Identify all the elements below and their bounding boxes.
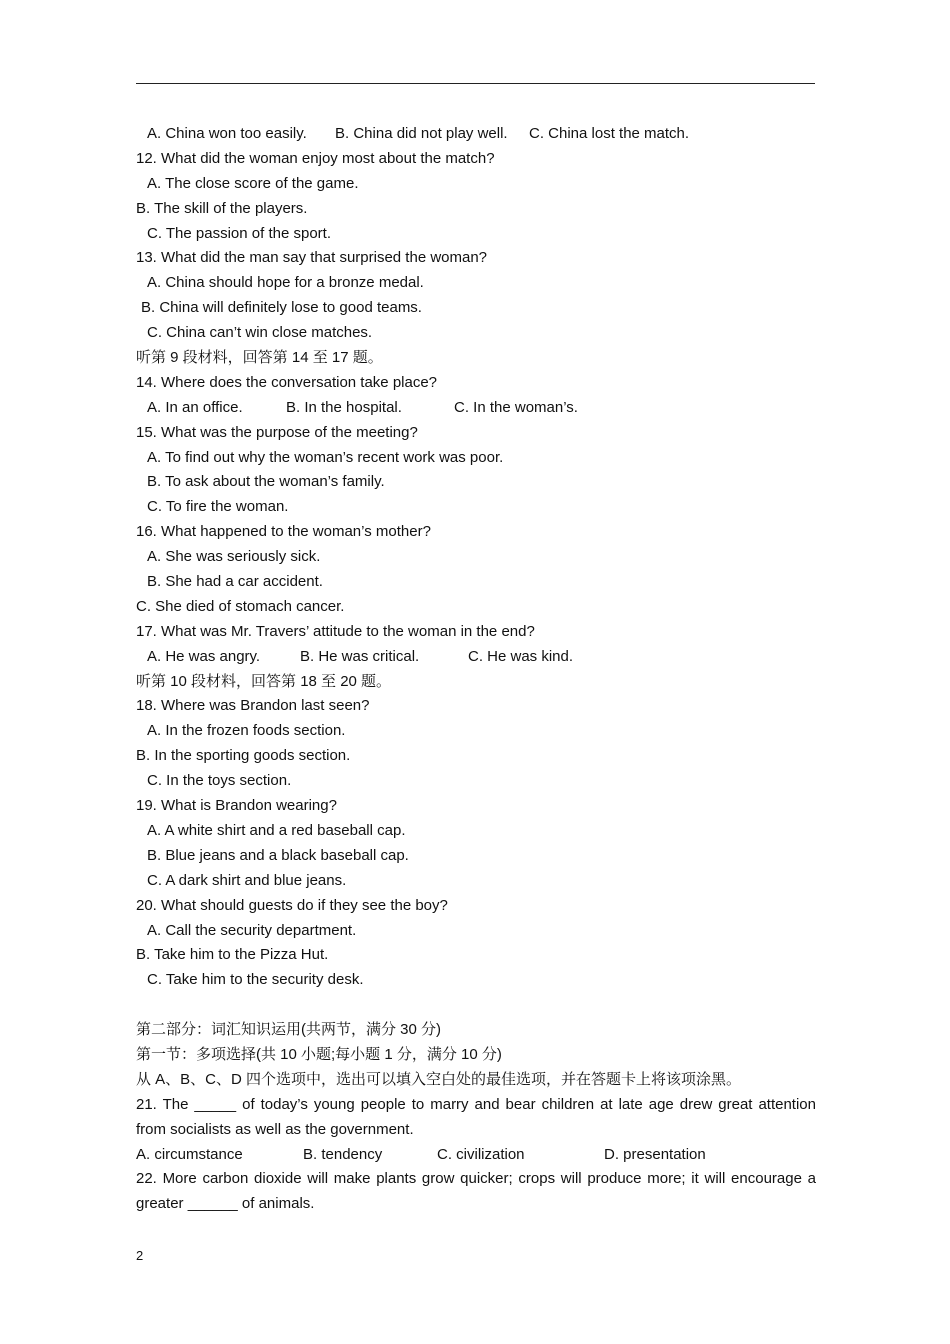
section-9-heading: 听第 9 段材料，回答第 14 至 17 题。 [136,349,383,367]
q14-options [136,396,816,421]
q16-option-a: A. She was seriously sick. [147,548,321,566]
page-number: 2 [136,1248,144,1263]
q11-option-c: C. China lost the match. [529,125,690,142]
q15-option-b: B. To ask about the woman’s family. [147,473,385,491]
q14-option-c: C. In the woman’s. [454,398,578,416]
q15-option-a: A. To find out why the woman’s recent work was poor. [147,448,504,466]
q21-options [136,1143,816,1168]
q13-option-b: B. China will definitely lose to good teams. [141,299,422,317]
q21-option-a: A. circumstance [136,1145,243,1163]
q21-option-b: B. tendency [303,1145,383,1163]
q20-option-a: A. Call the security department. [147,921,357,939]
q22-question: 22. More carbon dioxide will make plants grow quicker; crops will produce more; it will encourage a greater ______ of animals. [136,1170,816,1213]
q21-option-c: C. civilization [437,1145,525,1163]
q13-option-c: C. China can’t win close matches. [147,324,373,342]
q17-option-c: C. He was kind. [468,647,574,665]
section-10-heading: 听第 10 段材料，回答第 18 至 20 题。 [136,672,392,690]
q19-question: 19. What is Brandon wearing? [136,797,337,815]
q15-question: 15. What was the purpose of the meeting? [136,423,418,441]
header-rule [136,83,815,84]
q17-options [136,645,816,670]
spacer [136,993,816,1018]
q21-option-d: D. presentation [604,1145,706,1163]
q11-options [136,122,816,147]
q19-option-b: B. Blue jeans and a black baseball cap. [147,846,409,864]
part-2-title: 第二部分：词汇知识运用(共两节，满分 30 分) [136,1021,442,1039]
q14-option-a: A. In an office. [147,398,243,416]
q18-option-b: B. In the sporting goods section. [136,747,351,765]
q19-option-a: A. A white shirt and a red baseball cap. [147,821,406,839]
q12-question: 12. What did the woman enjoy most about the match? [136,149,495,167]
q11-option-a: A. China won too easily. [147,125,307,142]
q11-option-b: B. China did not play well. [335,125,508,142]
q16-option-c: C. She died of stomach cancer. [136,597,345,615]
q18-option-c: C. In the toys section. [147,772,292,790]
q18-option-a: A. In the frozen foods section. [147,722,346,740]
q13-question: 13. What did the man say that surprised the woman? [136,249,488,267]
q14-option-b: B. In the hospital. [286,398,402,416]
q20-option-c: C. Take him to the security desk. [147,971,364,989]
q17-option-a: A. He was angry. [147,647,261,665]
part-2-section-1: 第一节：多项选择(共 10 小题;每小题 1 分，满分 10 分) [136,1045,502,1063]
part-2-instruction: 从 A、B、C、D 四个选项中，选出可以填入空白处的最佳选项，并在答题卡上将该项涂黑。 [136,1070,742,1088]
q15-option-c: C. To fire the woman. [147,498,289,516]
q17-question: 17. What was Mr. Travers’ attitude to the woman in the end? [136,622,535,640]
q20-option-b: B. Take him to the Pizza Hut. [136,946,329,964]
q13-option-a: A. China should hope for a bronze medal. [147,274,424,292]
q12-option-c: C. The passion of the sport. [147,224,331,242]
q16-option-b: B. She had a car accident. [147,573,323,591]
q12-option-a: A. The close score of the game. [147,174,359,192]
q20-question: 20. What should guests do if they see the boy? [136,896,448,914]
q21-question: 21. The _____ of today’s young people to marry and bear children at late age drew great attention from socialists as well as the government. [136,1095,816,1138]
q14-question: 14. Where does the conversation take place? [136,373,438,391]
q19-option-c: C. A dark shirt and blue jeans. [147,871,347,889]
q12-option-b: B. The skill of the players. [136,199,308,217]
page-content [136,122,816,1217]
q17-option-b: B. He was critical. [300,647,420,665]
q16-question: 16. What happened to the woman’s mother? [136,523,431,541]
q18-question: 18. Where was Brandon last seen? [136,697,370,715]
